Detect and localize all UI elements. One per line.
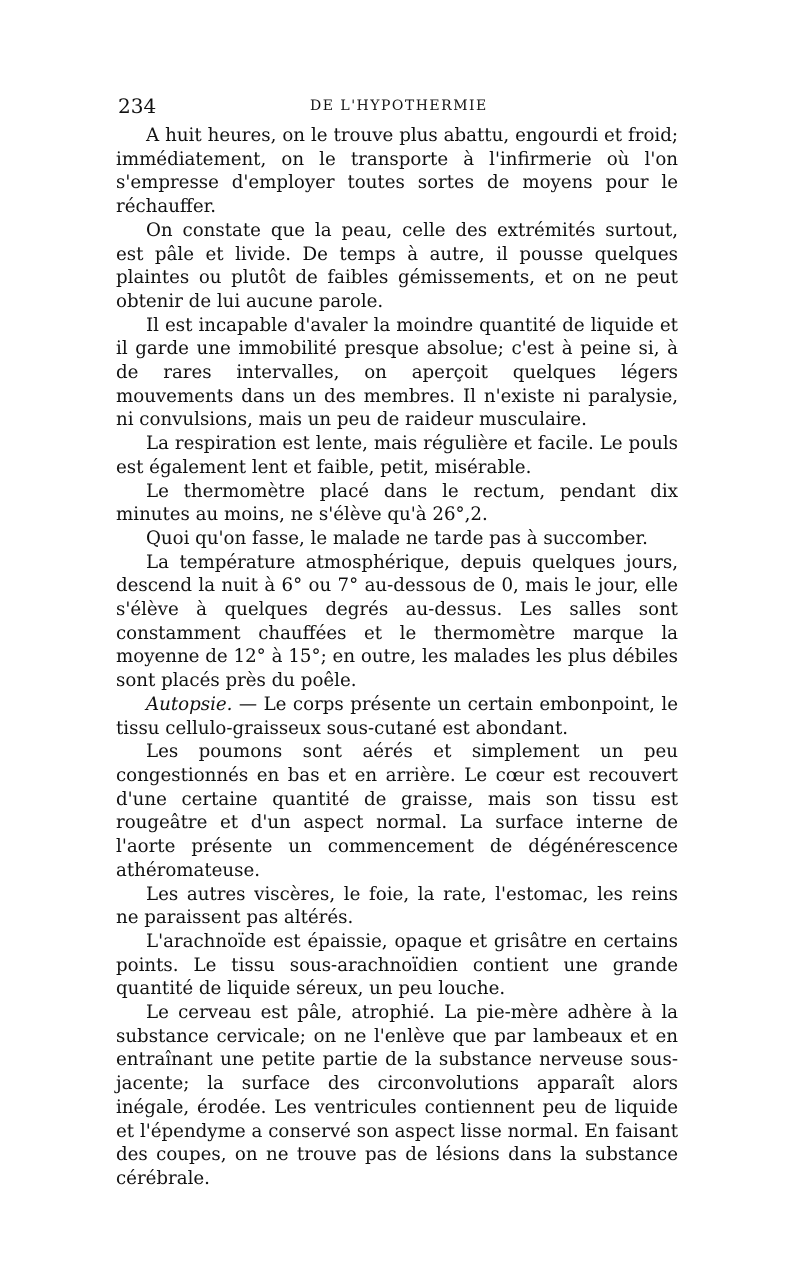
body-text bbox=[116, 124, 678, 1191]
paragraph: Les poumons sont aérés et simplement un peu congestionnés en bas et en arrière. Le cœur est recouvert d'une certaine quantité de graisse, mais son tissu est rougeâtre et d'un aspect normal. La surface interne de l'aorte présente un commencement de dégénérescence athéromateuse. bbox=[116, 741, 678, 881]
page-number: 234 bbox=[118, 94, 157, 118]
paragraph: L'arachnoïde est épaissie, opaque et grisâtre en certains points. Le tissu sous-arachnoïdien contient une grande quantité de liquide séreux, un peu louche. bbox=[116, 930, 678, 1000]
paragraph: Le thermomètre placé dans le rectum, pendant dix minutes au moins, ne s'élève qu'à 26°,2. bbox=[116, 480, 678, 526]
paragraph: On constate que la peau, celle des extrémités surtout, est pâle et livide. De temps à autre, il pousse quelques plaintes ou plutôt de faibles gémissements, et on ne peut obtenir de lui aucune parole. bbox=[116, 219, 678, 312]
autopsy-text: — Le corps présente un certain embonpoint, le tissu cellulo-graisseux sous-cutané est abondant. bbox=[116, 693, 678, 739]
paragraph: Il est incapable d'avaler la moindre quantité de liquide et il garde une immobilité presque absolue; c'est à peine si, à de rares intervalles, on aperçoit quelques légers mouvements dans un des membres. Il n'existe ni paralysie, ni convulsions, mais un peu de raideur musculaire. bbox=[116, 314, 678, 431]
running-title: DE L'HYPOTHERMIE bbox=[310, 98, 488, 114]
paragraph: La température atmosphérique, depuis quelques jours, descend la nuit à 6° ou 7° au-dessous de 0, mais le jour, elle s'élève à quelques degrés au-dessus. Les salles sont constamment chauffées et le thermomètre marque la moyenne de 12° à 15°; en outre, les malades les plus débiles sont placés près du poêle. bbox=[116, 551, 678, 692]
paragraph: Quoi qu'on fasse, le malade ne tarde pas à succomber. bbox=[146, 527, 648, 549]
autopsy-paragraph bbox=[116, 693, 678, 740]
autopsy-heading: Autopsie. bbox=[146, 693, 233, 715]
paragraph: Le cerveau est pâle, atrophié. La pie-mère adhère à la substance cervicale; on ne l'enlève que par lambeaux et en entraînant une petite partie de la substance nerveuse sous-jacente; la surface des circonvolutions apparaît alors inégale, érodée. Les ventricules contiennent peu de liquide et l'épendyme a conservé son aspect lisse normal. En faisant des coupes, on ne trouve pas de lésions dans la substance cérébrale. bbox=[116, 1002, 678, 1189]
paragraph: La respiration est lente, mais régulière et facile. Le pouls est également lent et faible, petit, misérable. bbox=[116, 433, 678, 478]
page-header bbox=[118, 94, 678, 122]
paragraph: Les autres viscères, le foie, la rate, l'estomac, les reins ne paraissent pas altérés. bbox=[116, 883, 678, 929]
paragraph: A huit heures, on le trouve plus abattu, engourdi et froid; immédiatement, on le transporte à l'infirmerie où l'on s'empresse d'employer toutes sortes de moyens pour le réchauffer. bbox=[116, 125, 678, 218]
